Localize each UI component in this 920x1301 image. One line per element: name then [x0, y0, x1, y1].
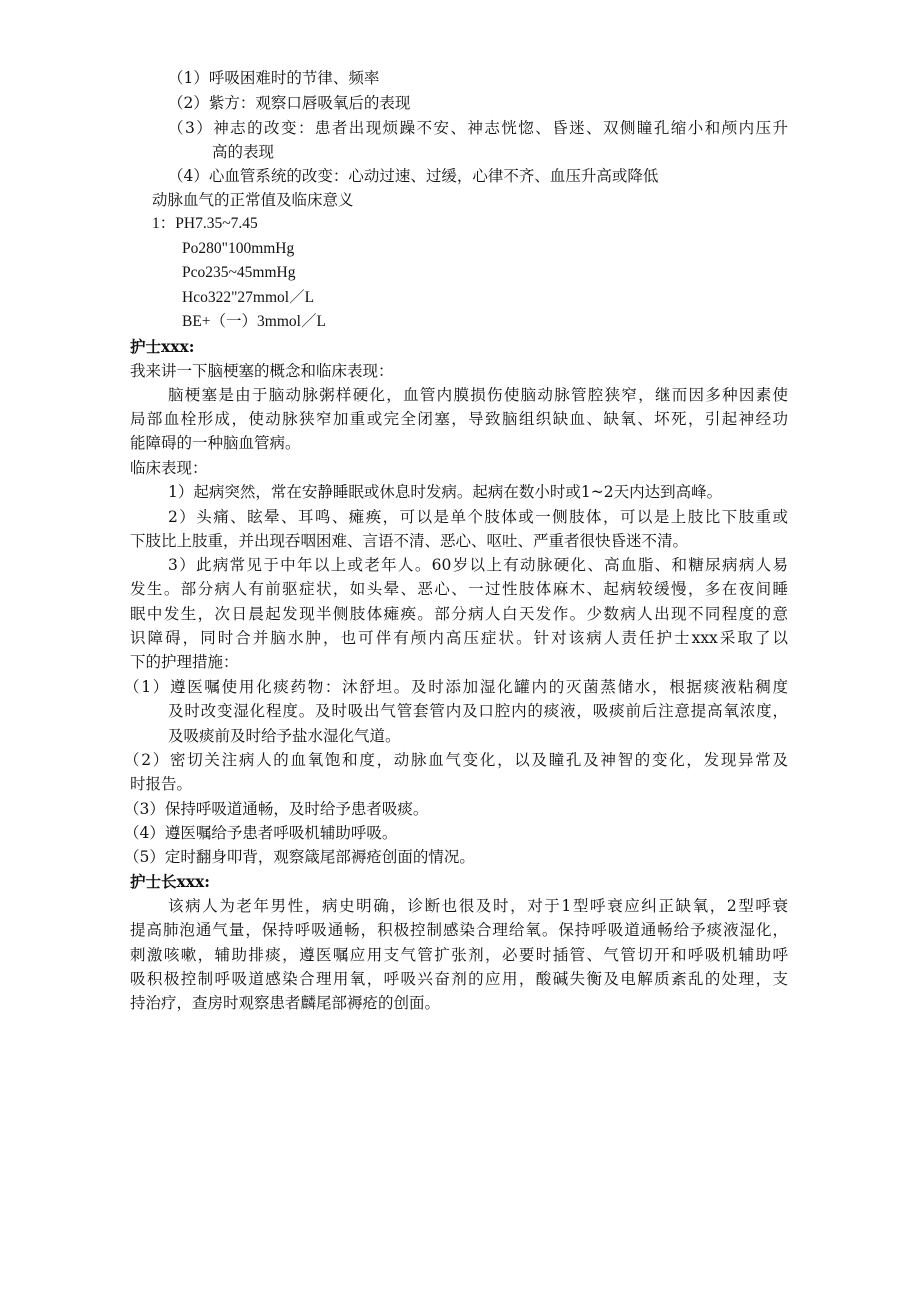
- measure-2: （2）密切关注病人的血氧饱和度，动脉血气变化，以及瞳孔及神智的变化，发现异常及: [124, 751, 788, 769]
- summary-line-1: 该病人为老年男性，病史明确，诊断也很及时，对于1型呼衰应纠正缺氧，2型呼衰: [168, 897, 788, 915]
- abg-value-po2: Po280"100mmHg: [182, 240, 295, 257]
- monitor-item-1: （1）呼吸困难时的节律、频率: [168, 69, 380, 87]
- measure-1: （1）遵医嘱使用化痰药物：沐舒坦。及时添加湿化罐内的灭菌蒸储水，根据痰液粘稠度: [124, 678, 788, 696]
- measure-1-cont-2: 及吸痰前及时给予盐水湿化气道。: [168, 727, 401, 745]
- summary-line-5: 持治疗，查房时观察患者麟尾部褥疮的创面。: [130, 994, 441, 1012]
- measure-2-cont: 时报告。: [130, 775, 193, 793]
- clinical-line-7: 识障碍，同时合并脑水肿，也可伴有颅内高压症状。针对该病人责任护士xxx采取了以: [130, 629, 788, 647]
- head-nurse-speaker: 护士长xxx:: [130, 872, 210, 891]
- monitor-item-2: （2）紫方：观察口唇吸氧后的表现: [168, 94, 411, 112]
- measure-3: （3）保持呼吸道通畅，及时给予患者吸痰。: [124, 800, 429, 818]
- definition-line-3: 能障碍的一种脑血管病。: [130, 434, 301, 452]
- definition-line-2: 局部血栓形成，使动脉狭窄加重或完全闭塞，导致脑组织缺血、缺氧、坏死，引起神经功: [130, 410, 788, 428]
- monitor-item-4: （4）心血管系统的改变：心动过速、过缓，心律不齐、血压升高或降低: [168, 167, 659, 185]
- clinical-line-5: 发生。部分病人有前驱症状，如头晕、恶心、一过性肢体麻木、起病较缓慢，多在夜间睡: [130, 580, 788, 598]
- monitor-item-3-cont: 高的表现: [212, 143, 275, 161]
- summary-line-2: 提高肺泡通气量，保持呼吸通畅，积极控制感染合理给氧。保持呼吸道通畅给予痰液湿化，: [130, 921, 788, 939]
- definition-line-1: 脑梗塞是由于脑动脉粥样硬化，血管内膜损伤使脑动脉管腔狭窄，继而因多种因素使: [168, 386, 788, 404]
- clinical-line-8: 下的护理措施：: [130, 653, 239, 671]
- monitor-item-3: （3）神志的改变：患者出现烦躁不安、神志恍惚、昏迷、双侧瞳孔缩小和颅内压升: [168, 119, 788, 137]
- nurse-intro: 我来讲一下脑梗塞的概念和临床表现：: [130, 362, 394, 380]
- clinical-line-2: 2）头痛、眩晕、耳鸣、瘫痪，可以是单个肢体或一侧肢体，可以是上肢比下肢重或: [168, 508, 788, 526]
- abg-value-pco2: Pco235~45mmHg: [182, 264, 296, 281]
- abg-value-be: BE+（一）3mmol／L: [182, 313, 326, 330]
- clinical-line-3: 下肢比上肢重，并出现吞咽困难、言语不清、恶心、呕吐、严重者很快昏迷不清。: [130, 532, 689, 550]
- clinical-heading: 临床表现：: [130, 459, 208, 477]
- clinical-line-1: 1）起病突然，常在安静睡眠或休息时发病。起病在数小时或1~2天内达到高峰。: [168, 483, 723, 501]
- summary-line-4: 吸积极控制呼吸道感染合理用氧，呼吸兴奋剂的应用，酸碱失衡及电解质紊乱的处理，支: [130, 970, 788, 988]
- clinical-line-4: 3）此病常见于中年以上或老年人。60岁以上有动脉硬化、高血脂、和糖尿病病人易: [168, 556, 788, 574]
- clinical-line-6: 眠中发生，次日晨起发现半侧肢体瘫痪。部分病人白天发作。少数病人出现不同程度的意: [130, 605, 788, 623]
- abg-value-ph: 1：PH7.35~7.45: [152, 215, 258, 232]
- measure-4: （4）遵医嘱给予患者呼吸机辅助呼吸。: [124, 824, 398, 842]
- abg-value-hco3: Hco322"27mmol／L: [182, 289, 315, 306]
- nurse-speaker: 护士xxx:: [130, 337, 195, 356]
- summary-line-3: 刺激咳嗽，辅助排痰，遵医嘱应用支气管扩张剂，必要时插管、气管切开和呼吸机辅助呼: [130, 946, 788, 964]
- measure-5: （5）定时翻身叩背，观察箴尾部褥疮创面的情况。: [124, 848, 475, 866]
- abg-heading: 动脉血气的正常值及临床意义: [152, 191, 354, 209]
- measure-1-cont-1: 及时改变湿化程度。及时吸出气管套管内及口腔内的痰液，吸痰前后注意提高氧浓度，: [168, 702, 788, 720]
